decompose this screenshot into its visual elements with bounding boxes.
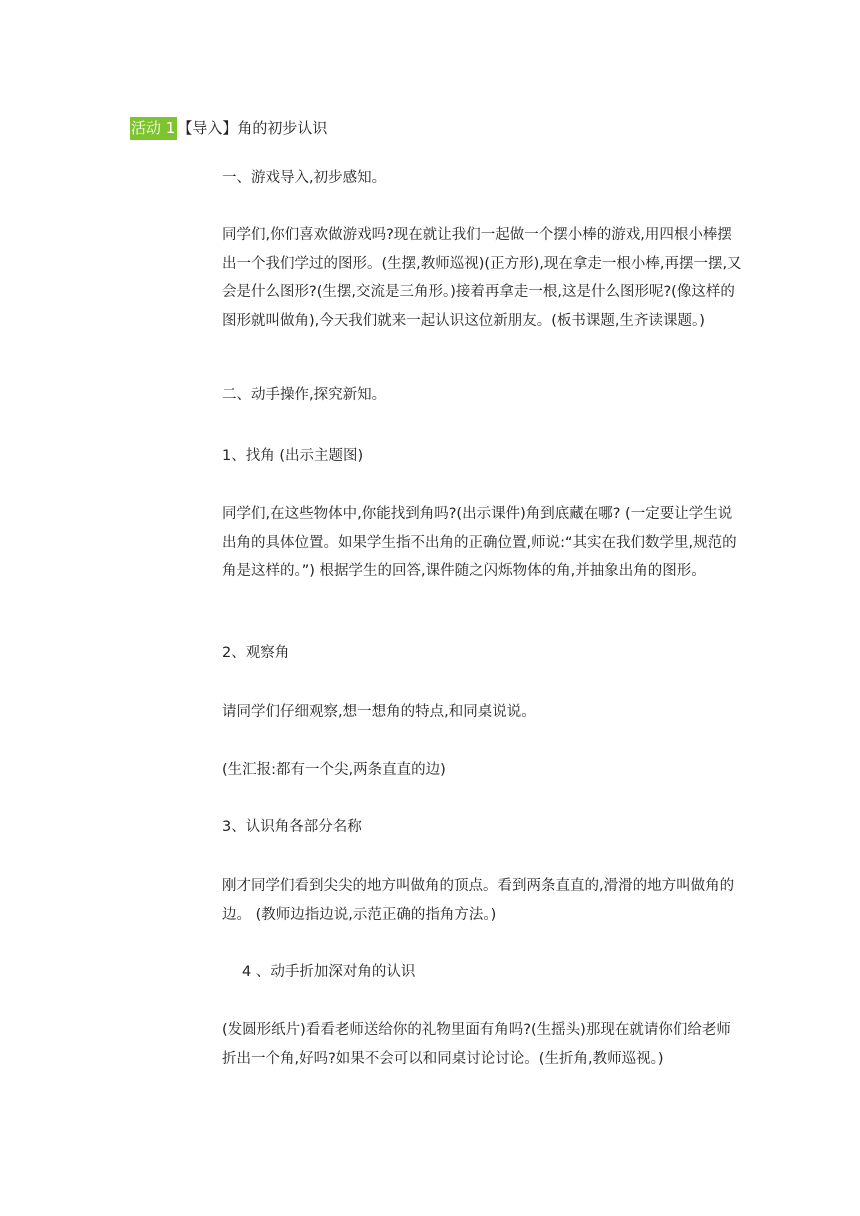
activity-badge: 活动 1 xyxy=(130,117,177,140)
find-angle-paragraph: 同学们,在这些物体中,你能找到角吗?(出示课件)角到底藏在哪? (一定要让学生说出角的具体位置。如果学生指不出角的正确位置,师说:“其实在我们数学里,规范的角是这样的。”) 根据学生的回答,课件随之闪烁物体的角,并抽象出角的图形。 xyxy=(222,506,737,579)
step-1-heading: 1、找角 (出示主题图) xyxy=(222,448,364,464)
angle-parts-paragraph: 刚才同学们看到尖尖的地方叫做角的顶点。看到两条直直的,滑滑的地方叫做角的边。 (教师边指边说,示范正确的指角方法。) xyxy=(222,878,735,923)
section-one-heading: 一、游戏导入,初步感知。 xyxy=(222,170,387,186)
activity-title: 【导入】角的初步认识 xyxy=(177,119,328,137)
section-two-heading: 二、动手操作,探究新知。 xyxy=(222,387,387,403)
observe-angle-paragraph: 请同学们仔细观察,想一想角的特点,和同桌说说。 xyxy=(222,704,536,720)
fold-angle-paragraph: (发圆形纸片)看看老师送给你的礼物里面有角吗?(生摇头)那现在就请你们给老师折出一个角,好吗?如果不会可以和同桌讨论讨论。(生折角,教师巡视。) xyxy=(222,1022,731,1067)
student-report-paragraph: (生汇报:都有一个尖,两条直直的边) xyxy=(222,762,446,778)
step-4-heading: 4 、动手折加深对角的认识 xyxy=(242,964,416,980)
game-intro-paragraph: 同学们,你们喜欢做游戏吗?现在就让我们一起做一个摆小棒的游戏,用四根小棒摆出一个我们学过的图形。(生摆,教师巡视)(正方形),现在拿走一根小棒,再摆一摆,又会是什么图形?(生摆,交流是三角形。)接着再拿走一根,这是什么图形呢?(像这样的图形就叫做角),今天我们就来一起认识这位新朋友。(板书课题,生齐读课题。) xyxy=(222,227,742,329)
step-2-heading: 2、观察角 xyxy=(222,645,290,661)
step-3-heading: 3、认识角各部分名称 xyxy=(222,819,362,835)
activity-heading xyxy=(130,116,327,140)
